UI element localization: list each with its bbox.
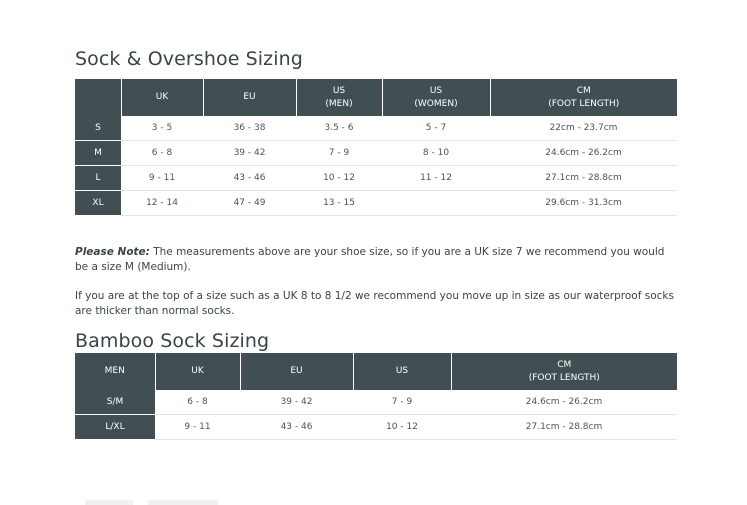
note-label: Please Note: bbox=[75, 246, 150, 258]
us-women-cell bbox=[382, 191, 490, 216]
table-row bbox=[75, 191, 677, 216]
note-text: The measurements above are your shoe size, so if you are a UK size 7 we recommend you would be a size M (Medium). bbox=[75, 246, 665, 273]
sizing-advice-note: If you are at the top of a size such as a UK 8 to 8 1/2 we recommend you move up in size as our waterproof socks are thicker than normal socks. bbox=[75, 290, 674, 317]
header-cm: CM (FOOT LENGTH) bbox=[451, 353, 677, 390]
uk-cell: 12 - 14 bbox=[121, 191, 203, 216]
us-men-cell: 7 - 9 bbox=[296, 141, 382, 166]
header-cm: CM (FOOT LENGTH) bbox=[490, 79, 677, 116]
size-label: L/XL bbox=[75, 415, 155, 440]
header-us-men: US (MEN) bbox=[296, 79, 382, 116]
cm-cell: 22cm - 23.7cm bbox=[490, 116, 677, 141]
header-us-women: US (WOMEN) bbox=[382, 79, 490, 116]
sock-sizing-table bbox=[75, 79, 677, 216]
header-uk: UK bbox=[121, 79, 203, 116]
header-us: US bbox=[353, 353, 451, 390]
uk-cell: 9 - 11 bbox=[155, 415, 240, 440]
us-women-cell: 11 - 12 bbox=[382, 166, 490, 191]
us-cell: 10 - 12 bbox=[353, 415, 451, 440]
cm-cell: 24.6cm - 26.2cm bbox=[490, 141, 677, 166]
table-row bbox=[75, 166, 677, 191]
uk-cell: 3 - 5 bbox=[121, 116, 203, 141]
size-label: S bbox=[75, 116, 121, 141]
us-cell: 7 - 9 bbox=[353, 390, 451, 415]
size-label: S/M bbox=[75, 390, 155, 415]
us-men-cell: 13 - 15 bbox=[296, 191, 382, 216]
size-label: L bbox=[75, 166, 121, 191]
us-men-cell: 3.5 - 6 bbox=[296, 116, 382, 141]
eu-cell: 43 - 46 bbox=[240, 415, 353, 440]
table-row bbox=[75, 141, 677, 166]
table-row bbox=[75, 390, 677, 415]
header-uk: UK bbox=[155, 353, 240, 390]
table-row bbox=[75, 415, 677, 440]
cm-cell: 27.1cm - 28.8cm bbox=[451, 415, 677, 440]
us-men-cell: 10 - 12 bbox=[296, 166, 382, 191]
size-label: XL bbox=[75, 191, 121, 216]
cm-cell: 24.6cm - 26.2cm bbox=[451, 390, 677, 415]
sock-sizing-title: Sock & Overshoe Sizing bbox=[75, 48, 303, 70]
uk-cell: 6 - 8 bbox=[155, 390, 240, 415]
uk-cell: 9 - 11 bbox=[121, 166, 203, 191]
eu-cell: 39 - 42 bbox=[240, 390, 353, 415]
header-men: MEN bbox=[75, 353, 155, 390]
eu-cell: 47 - 49 bbox=[203, 191, 296, 216]
faded-placeholder bbox=[85, 500, 133, 505]
eu-cell: 36 - 38 bbox=[203, 116, 296, 141]
eu-cell: 39 - 42 bbox=[203, 141, 296, 166]
cm-cell: 27.1cm - 28.8cm bbox=[490, 166, 677, 191]
size-label: M bbox=[75, 141, 121, 166]
size-note bbox=[75, 245, 679, 274]
table-header-row bbox=[75, 79, 677, 116]
header-eu: EU bbox=[203, 79, 296, 116]
bamboo-sizing-table bbox=[75, 353, 677, 440]
table-header-row bbox=[75, 353, 677, 390]
header-corner bbox=[75, 79, 121, 116]
cm-cell: 29.6cm - 31.3cm bbox=[490, 191, 677, 216]
bamboo-sizing-title: Bamboo Sock Sizing bbox=[75, 330, 270, 352]
table-row bbox=[75, 116, 677, 141]
eu-cell: 43 - 46 bbox=[203, 166, 296, 191]
us-women-cell: 5 - 7 bbox=[382, 116, 490, 141]
uk-cell: 6 - 8 bbox=[121, 141, 203, 166]
header-eu: EU bbox=[240, 353, 353, 390]
faded-placeholder bbox=[148, 500, 218, 505]
us-women-cell: 8 - 10 bbox=[382, 141, 490, 166]
